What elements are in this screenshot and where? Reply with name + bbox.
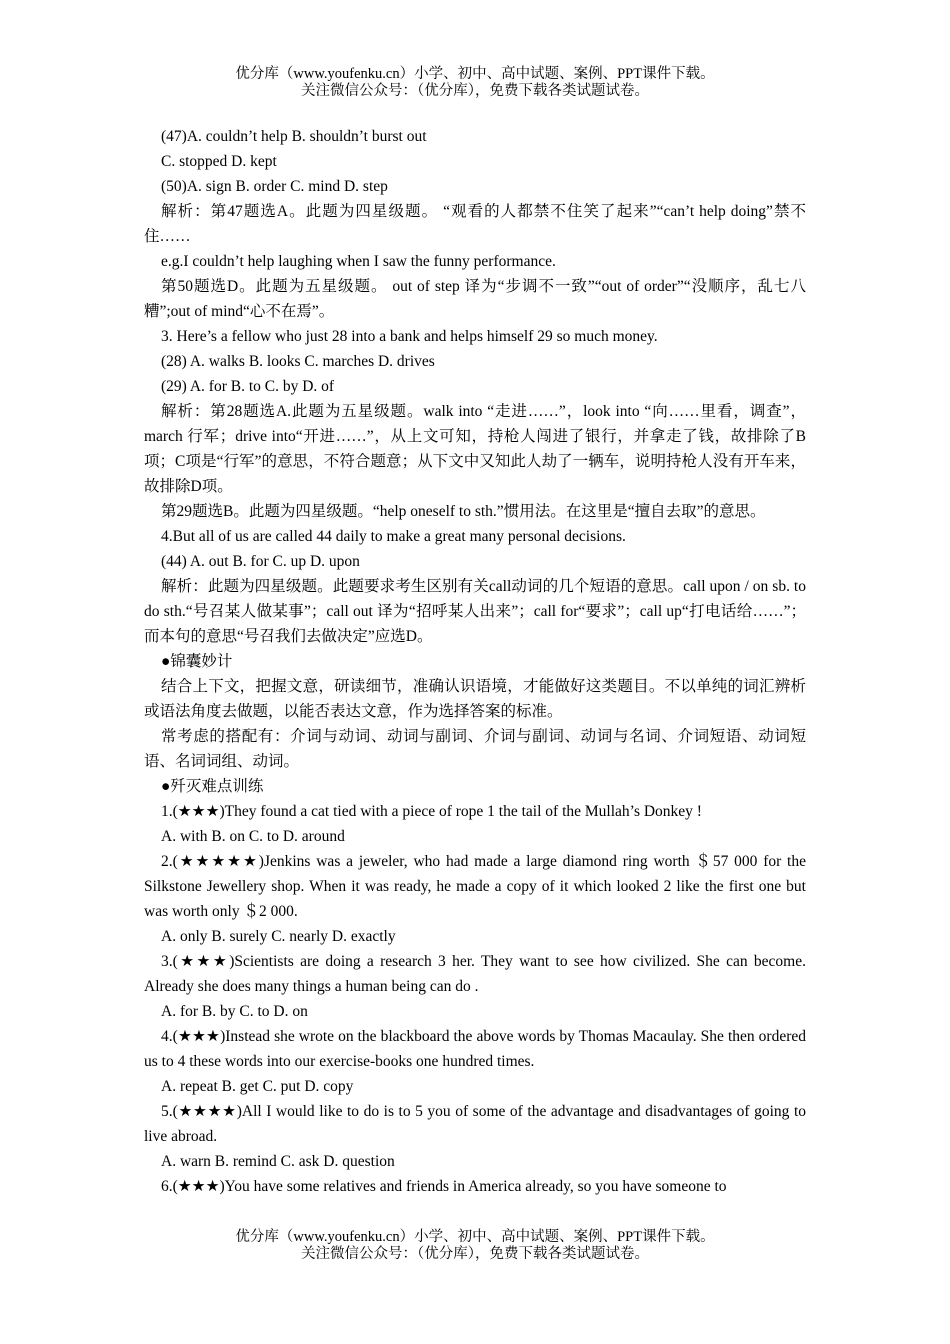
header-line-1: 优分库（www.youfenku.cn）小学、初中、高中试题、案例、PPT课件下载。 bbox=[235, 66, 715, 82]
paragraph: 解析：第28题选A.此题为五星级题。walk into “走进……”，look into “向……里看，调查”，march 行军；drive into“开进……”，从上文可知，持枪人闯进了银行，并拿走了钱，故排除了B项；C项是“行军”的意思，不符合题意；从下文中又知此人劫了一辆车，说明持枪人没有开车来，故排除D项。 bbox=[144, 403, 806, 495]
paragraph: e.g.I couldn’t help laughing when I saw the funny performance. bbox=[161, 253, 556, 270]
footer-line-1: 优分库（www.youfenku.cn）小学、初中、高中试题、案例、PPT课件下载。 bbox=[235, 1229, 715, 1245]
paragraph: (47)A. couldn’t help B. shouldn’t burst out bbox=[161, 128, 427, 145]
page-header bbox=[0, 66, 950, 100]
options: A. for B. by C. to D. on bbox=[161, 1003, 308, 1020]
paragraph: (44) A. out B. for C. up D. upon bbox=[161, 553, 360, 570]
page-footer bbox=[0, 1229, 950, 1263]
paragraph: 结合上下文，把握文意，研读细节，准确认识语境，才能做好这类题目。不以单纯的词汇辨析或语法角度去做题，以能否表达文意，作为选择答案的标准。 bbox=[144, 678, 806, 720]
paragraph: (29) A. for B. to C. by D. of bbox=[161, 378, 335, 395]
paragraph: C. stopped D. kept bbox=[161, 153, 277, 170]
question: 2.(★★★★★)Jenkins was a jeweler, who had made a large diamond ring worth ＄57 000 for the Silkstone Jewellery shop. When it was ready, he made a copy of it which looked 2 like the first one but was worth only ＄2 000. bbox=[144, 853, 806, 920]
question: 3.(★★★)Scientists are doing a research 3 her. They want to see how civilized. She can become. Already she does many things a human being can do . bbox=[144, 953, 806, 995]
section-heading: ●锦囊妙计 bbox=[161, 653, 233, 670]
paragraph: (50)A. sign B. order C. mind D. step bbox=[161, 178, 388, 195]
paragraph: (28) A. walks B. looks C. marches D. drives bbox=[161, 353, 435, 370]
section-heading: ●歼灭难点训练 bbox=[161, 778, 264, 795]
paragraph: 4.But all of us are called 44 daily to make a great many personal decisions. bbox=[161, 528, 626, 545]
footer-line-2: 关注微信公众号：（优分库），免费下载各类试题试卷。 bbox=[301, 1246, 649, 1262]
paragraph: 3. Here’s a fellow who just 28 into a bank and helps himself 29 so much money. bbox=[161, 328, 658, 345]
options: A. only B. surely C. nearly D. exactly bbox=[161, 928, 396, 945]
paragraph: 第29题选B。此题为四星级题。“help oneself to sth.”惯用法。在这里是“擅自去取”的意思。 bbox=[161, 503, 766, 520]
question: 5.(★★★★)All I would like to do is to 5 you of some of the advantage and disadvantages of going to live abroad. bbox=[144, 1103, 806, 1145]
question: 4.(★★★)Instead she wrote on the blackboard the above words by Thomas Macaulay. She then ordered us to 4 these words into our exercise-books one hundred times. bbox=[144, 1028, 806, 1070]
question: 1.(★★★)They found a cat tied with a piece of rope 1 the tail of the Mullah’s Donkey ! bbox=[161, 803, 702, 820]
question: 6.(★★★)You have some relatives and friends in America already, so you have someone to bbox=[161, 1178, 727, 1195]
options: A. warn B. remind C. ask D. question bbox=[161, 1153, 395, 1170]
paragraph: 常考虑的搭配有：介词与动词、动词与副词、介词与副词、动词与名词、介词短语、动词短语、名词词组、动词。 bbox=[144, 728, 806, 770]
header-line-2: 关注微信公众号：（优分库），免费下载各类试题试卷。 bbox=[301, 83, 649, 99]
document-body bbox=[144, 124, 806, 1199]
paragraph: 解析：第47题选A。此题为四星级题。 “观看的人都禁不住笑了起来”“can’t help doing”禁不住…… bbox=[144, 203, 806, 245]
paragraph: 第50题选D。此题为五星级题。 out of step 译为“步调不一致”“out of order”“没顺序，乱七八糟”;out of mind“心不在焉”。 bbox=[144, 278, 806, 320]
options: A. with B. on C. to D. around bbox=[161, 828, 345, 845]
paragraph: 解析：此题为四星级题。此题要求考生区别有关call动词的几个短语的意思。call upon / on sb. to do sth.“号召某人做某事”；call out 译为“招呼某人出来”；call for“要求”；call up“打电话给……”；而本句的意思“号召我们去做决定”应选D。 bbox=[144, 578, 806, 645]
options: A. repeat B. get C. put D. copy bbox=[161, 1078, 354, 1095]
